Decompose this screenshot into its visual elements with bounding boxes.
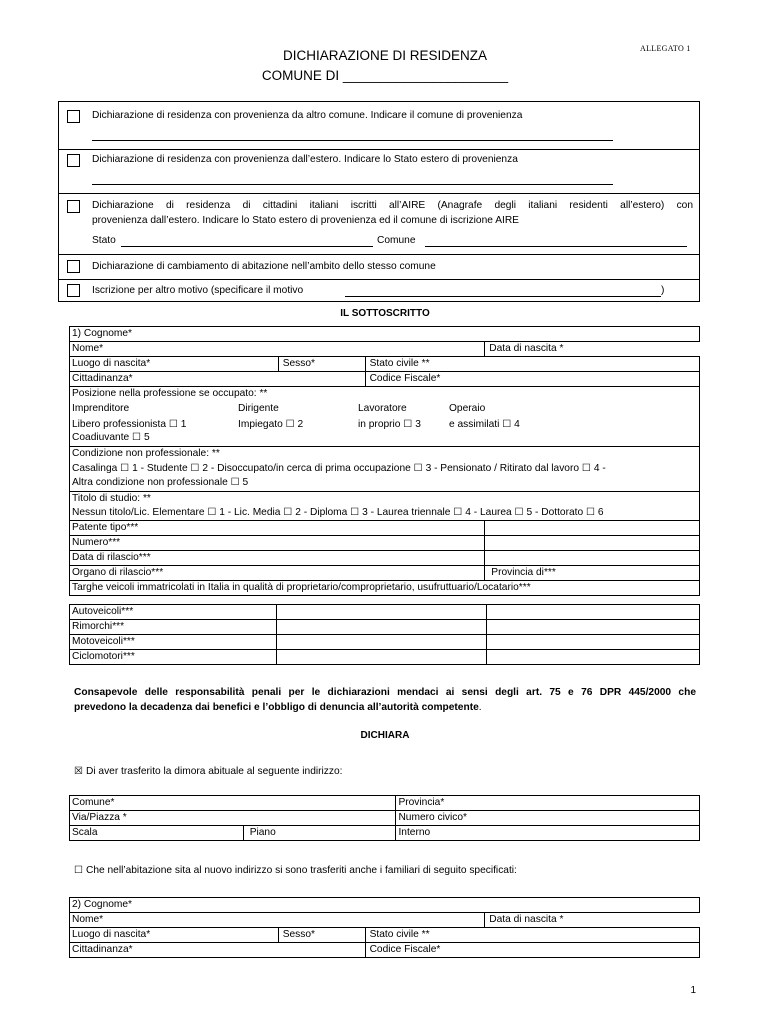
- person-2-stato-civile[interactable]: Stato civile **: [365, 928, 699, 943]
- person-1-data-nascita[interactable]: Data di nascita *: [485, 342, 700, 357]
- option-2-blank[interactable]: [92, 184, 613, 185]
- prof-impiegato[interactable]: Impiegato ☐ 2: [238, 419, 304, 430]
- studio-options[interactable]: Nessun titolo/Lic. Elementare ☐ 1 - Lic. Media ☐ 2 - Diploma ☐ 3 - Laurea triennale ☐ 4 - Laurea ☐ 5 - Dottorato ☐ 6: [72, 507, 604, 518]
- person-1-table: [69, 326, 700, 596]
- prof-coadiuvante[interactable]: Coadiuvante ☐ 5: [72, 432, 150, 443]
- consapevole-dot: .: [478, 702, 482, 713]
- option-5-blank[interactable]: [345, 296, 661, 297]
- patente-data-rilascio[interactable]: Data di rilascio***: [70, 551, 485, 566]
- indirizzo-table: [69, 795, 700, 841]
- option-5-close-paren: ): [661, 285, 665, 296]
- person-1-codice-fiscale[interactable]: Codice Fiscale*: [365, 372, 699, 387]
- veicoli-title: Targhe veicoli immatricolati in Italia in qualità di proprietario/comproprietario, usufruttuario/Locatario***: [70, 581, 700, 596]
- consapevole-line-2-wrap: [74, 700, 696, 715]
- non-professionale-title: Condizione non professionale: **: [72, 448, 220, 459]
- option-3-comune-label: Comune: [377, 235, 416, 246]
- rimorchi-targa-1[interactable]: [276, 620, 487, 635]
- option-3-text-line2: provenienza dall’estero. Indicare lo Stato estero di provenienza ed il comune di iscrizione AIRE: [92, 215, 519, 226]
- option-3-stato-blank[interactable]: [121, 246, 373, 247]
- person-2-codice-fiscale[interactable]: Codice Fiscale*: [365, 943, 699, 958]
- person-2-cognome[interactable]: 2) Cognome*: [70, 898, 700, 913]
- veicoli-rimorchi: Rimorchi***: [70, 620, 277, 635]
- indirizzo-civico[interactable]: Numero civico*: [396, 811, 700, 826]
- prof-operaio: Operaio: [449, 403, 486, 414]
- rimorchi-targa-2[interactable]: [487, 620, 700, 635]
- person-1-cognome[interactable]: 1) Cognome*: [70, 327, 700, 342]
- comune-label: COMUNE DI: [261, 68, 340, 83]
- comune-blank[interactable]: ______________________: [342, 68, 509, 83]
- person-1-nome[interactable]: Nome*: [70, 342, 485, 357]
- patente-numero-value[interactable]: [485, 536, 700, 551]
- indirizzo-provincia[interactable]: Provincia*: [396, 796, 700, 811]
- familiari-statement[interactable]: ☐ Che nell’abitazione sita al nuovo indirizzo si sono trasferiti anche i familiari di seguito specificati:: [74, 865, 517, 876]
- non-professionale-altra[interactable]: Altra condizione non professionale ☐ 5: [72, 477, 249, 488]
- indirizzo-scala[interactable]: Scala: [70, 826, 244, 841]
- person-1-cittadinanza[interactable]: Cittadinanza*: [70, 372, 366, 387]
- declaration-type-box: [58, 101, 700, 302]
- prof-dirigente: Dirigente: [238, 403, 279, 414]
- veicoli-motoveicoli: Motoveicoli***: [70, 635, 277, 650]
- motoveicoli-targa-1[interactable]: [276, 635, 487, 650]
- studio-cell: [70, 492, 700, 521]
- checkbox-option-4[interactable]: [67, 260, 80, 273]
- patente-tipo[interactable]: Patente tipo***: [70, 521, 485, 536]
- patente-organo[interactable]: Organo di rilascio***: [70, 566, 485, 581]
- person-2-sesso[interactable]: Sesso*: [278, 928, 365, 943]
- prof-lavoratore: Lavoratore: [358, 403, 407, 414]
- page-number: 1: [690, 985, 696, 996]
- option-1-blank[interactable]: [92, 140, 613, 141]
- checkbox-option-3[interactable]: [67, 200, 80, 213]
- prof-libero-professionista[interactable]: Libero professionista ☐ 1: [72, 419, 187, 430]
- checkbox-option-5[interactable]: [67, 284, 80, 297]
- person-1-luogo-nascita[interactable]: Luogo di nascita*: [70, 357, 279, 372]
- comune-heading: [0, 68, 770, 83]
- motoveicoli-targa-2[interactable]: [487, 635, 700, 650]
- person-1-sesso[interactable]: Sesso*: [278, 357, 365, 372]
- indirizzo-interno[interactable]: Interno: [396, 826, 700, 841]
- option-2-text: Dichiarazione di residenza con provenienza dall’estero. Indicare lo Stato estero di provenienza: [92, 154, 518, 165]
- option-row-5: [59, 280, 699, 303]
- prof-assimilati[interactable]: e assimilati ☐ 4: [449, 419, 520, 430]
- person-1-stato-civile[interactable]: Stato civile **: [365, 357, 699, 372]
- veicoli-table: [69, 604, 700, 665]
- ciclomotori-targa-1[interactable]: [276, 650, 487, 665]
- document-title: DICHIARAZIONE DI RESIDENZA: [282, 48, 488, 63]
- consapevole-line-2: prevedono la decadenza dai benefici e l’obbligo di denuncia all’autorità competente: [74, 702, 479, 713]
- non-professionale-cell: [70, 447, 700, 492]
- patente-tipo-value[interactable]: [485, 521, 700, 536]
- person-2-nome[interactable]: Nome*: [70, 913, 485, 928]
- patente-data-rilascio-value[interactable]: [485, 551, 700, 566]
- option-1-text: Dichiarazione di residenza con provenienza da altro comune. Indicare il comune di provenienza: [92, 110, 523, 121]
- patente-provincia[interactable]: Provincia di***: [485, 566, 700, 581]
- person-2-cittadinanza[interactable]: Cittadinanza*: [70, 943, 366, 958]
- option-3-comune-blank[interactable]: [425, 246, 687, 247]
- indirizzo-comune[interactable]: Comune*: [70, 796, 396, 811]
- professione-cell: [70, 387, 700, 447]
- veicoli-ciclomotori: Ciclomotori***: [70, 650, 277, 665]
- option-row-1: [59, 102, 699, 150]
- dimora-statement[interactable]: ☒ Di aver trasferito la dimora abituale al seguente indirizzo:: [74, 766, 343, 777]
- option-row-2: [59, 150, 699, 194]
- indirizzo-piano[interactable]: Piano: [243, 826, 396, 841]
- ciclomotori-targa-2[interactable]: [487, 650, 700, 665]
- option-row-4: [59, 255, 699, 280]
- option-3-stato-label: Stato: [92, 235, 116, 246]
- allegato-label: ALLEGATO 1: [640, 44, 691, 53]
- person-2-table: [69, 897, 700, 958]
- autoveicoli-targa-2[interactable]: [487, 605, 700, 620]
- non-professionale-options[interactable]: Casalinga ☐ 1 - Studente ☐ 2 - Disoccupato/in cerca di prima occupazione ☐ 3 - Pensionato / Ritirato dal lavoro ☐ 4 -: [72, 463, 606, 474]
- dichiara-title: DICHIARA: [360, 730, 410, 741]
- sottoscritto-title: IL SOTTOSCRITTO: [340, 308, 430, 319]
- studio-title: Titolo di studio: **: [72, 493, 151, 504]
- autoveicoli-targa-1[interactable]: [276, 605, 487, 620]
- prof-in-proprio[interactable]: in proprio ☐ 3: [358, 419, 421, 430]
- prof-imprenditore: Imprenditore: [72, 403, 130, 414]
- veicoli-autoveicoli: Autoveicoli***: [70, 605, 277, 620]
- person-2-data-nascita[interactable]: Data di nascita *: [485, 913, 700, 928]
- consapevole-line-1: Consapevole delle responsabilità penali per le dichiarazioni mendaci ai sensi degli art. 75 e 76 DPR 445/2000 che: [74, 687, 696, 698]
- option-4-text: Dichiarazione di cambiamento di abitazione nell’ambito dello stesso comune: [92, 261, 436, 272]
- patente-numero[interactable]: Numero***: [70, 536, 485, 551]
- checkbox-option-1[interactable]: [67, 110, 80, 123]
- checkbox-option-2[interactable]: [67, 154, 80, 167]
- option-3-text-line1: Dichiarazione di residenza di cittadini italiani iscritti all’AIRE (Anagrafe degli italiani residenti all’estero) con: [92, 200, 693, 211]
- indirizzo-via[interactable]: Via/Piazza *: [70, 811, 396, 826]
- person-2-luogo-nascita[interactable]: Luogo di nascita*: [70, 928, 279, 943]
- professione-title: Posizione nella professione se occupato: **: [72, 388, 268, 399]
- option-row-3: [59, 194, 699, 255]
- consapevole-paragraph: [74, 685, 696, 715]
- option-5-text: Iscrizione per altro motivo (specificare il motivo: [92, 285, 304, 296]
